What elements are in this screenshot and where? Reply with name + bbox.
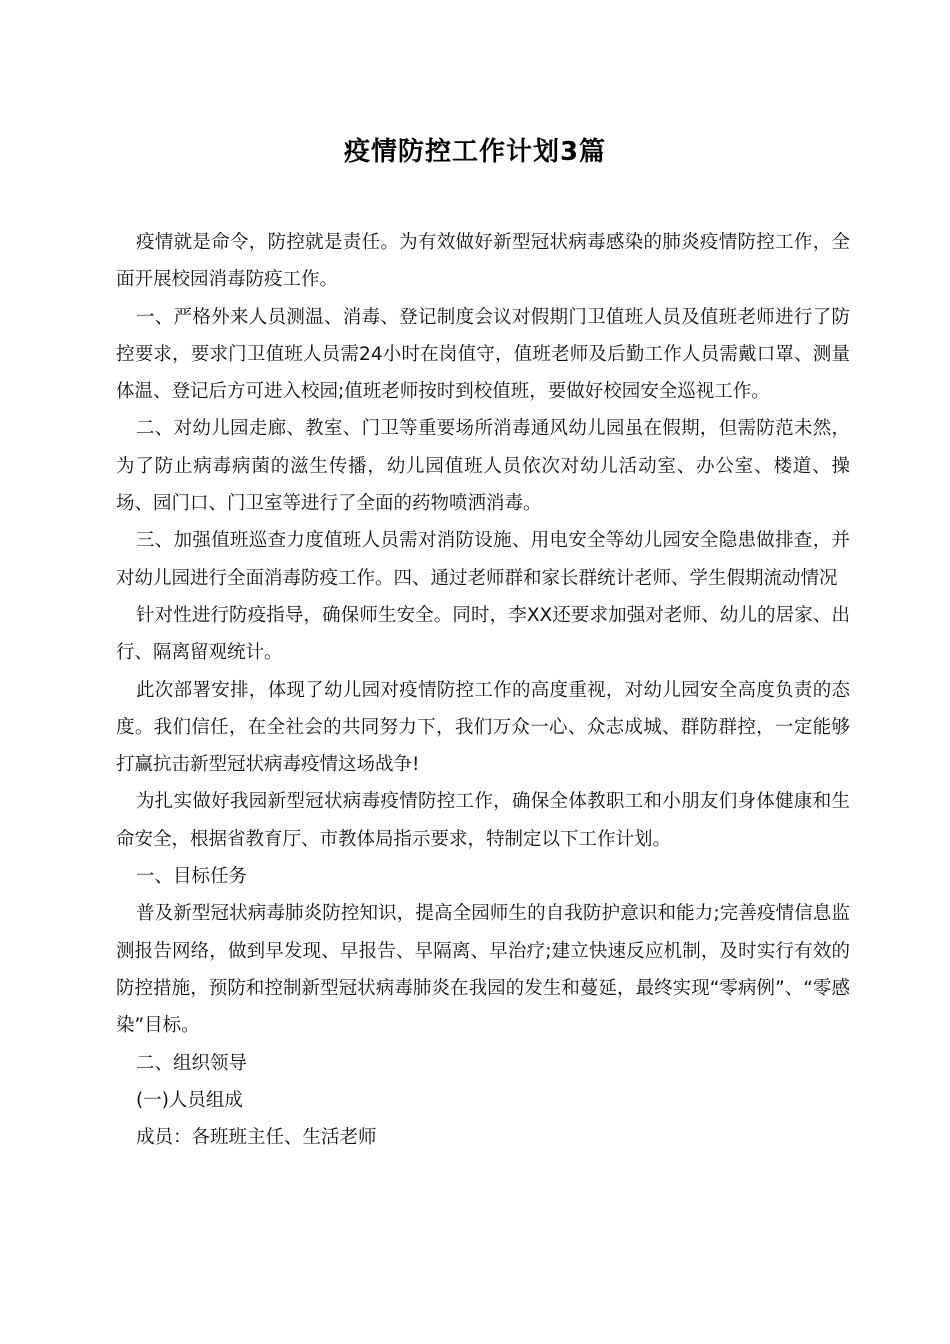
paragraph-members: 成员：各班班主任、生活老师: [136, 1127, 377, 1149]
document-body: [116, 224, 850, 1156]
paragraph-disinfection: 二、对幼儿园走廊、教室、门卫等重要场所消毒通风幼儿园虽在假期，但需防范未然，为了防止病毒病菌的滋生传播，幼儿园值班人员依次对幼儿活动室、办公室、楼道、操场、园门口、门卫室等进行了全面的药物喷洒消毒。: [116, 418, 850, 515]
section-heading-leadership: 二、组织领导: [136, 1052, 248, 1074]
paragraph-deployment-summary: 此次部署安排，体现了幼儿园对疫情防控工作的高度重视，对幼儿园安全高度负责的态度。我们信任，在全社会的共同努力下，我们万众一心、众志成城、群防群控，一定能够打赢抗击新型冠状病毒疫情这场战争!: [116, 679, 850, 776]
paragraph-targeted-guidance: 针对性进行防疫指导，确保师生安全。同时，李XX还要求加强对老师、幼儿的居家、出行、隔离留观统计。: [116, 604, 850, 664]
paragraph-visitor-control: 一、严格外来人员测温、消毒、登记制度会议对假期门卫值班人员及值班老师进行了防控要求，要求门卫值班人员需24小时在岗值守，值班老师及后勤工作人员需戴口罩、测量体温、登记后方可进入校园;值班老师按时到校值班，要做好校园安全巡视工作。: [116, 306, 850, 403]
paragraph-duty-inspection: 三、加强值班巡查力度值班人员需对消防设施、用电安全等幼儿园安全隐患做排查，并对幼儿园进行全面消毒防疫工作。四、通过老师群和家长群统计老师、学生假期流动情况: [116, 530, 850, 589]
paragraph-plan-intro: 为扎实做好我园新型冠状病毒疫情防控工作，确保全体教职工和小朋友们身体健康和生命安全，根据省教育厅、市教体局指示要求，特制定以下工作计划。: [116, 791, 850, 850]
paragraph-intro: 疫情就是命令，防控就是责任。为有效做好新型冠状病毒感染的肺炎疫情防控工作，全面开展校园消毒防疫工作。: [116, 232, 850, 291]
document-title: 疫情防控工作计划3篇: [343, 137, 607, 167]
section-heading-goals: 一、目标任务: [136, 866, 248, 888]
subsection-heading-members: (一)人员组成: [136, 1089, 243, 1111]
paragraph-goals: 普及新型冠状病毒肺炎防控知识，提高全园师生的自我防护意识和能力;完善疫情信息监测报告网络，做到早发现、早报告、早隔离、早治疗;建立快速反应机制，及时实行有效的防控措施，预防和控制新型冠状病毒肺炎在我园的发生和蔓延，最终实现“零病例”、“零感染”目标。: [116, 903, 850, 1037]
